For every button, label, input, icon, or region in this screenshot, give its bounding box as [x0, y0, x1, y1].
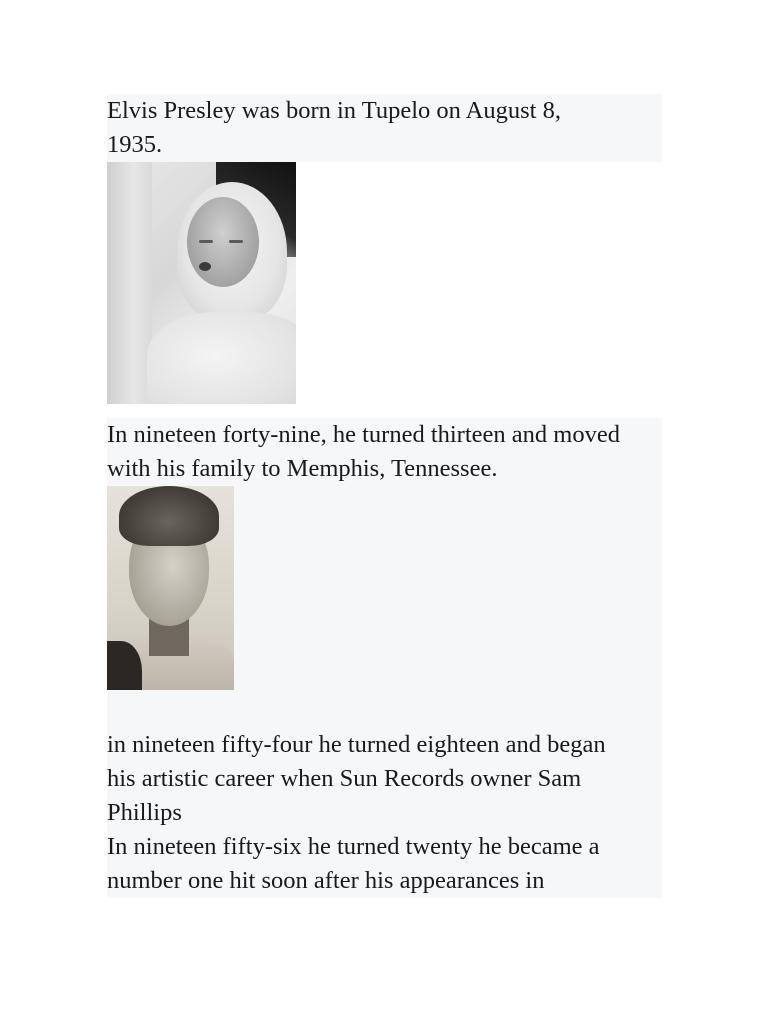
- text-line: Phillips: [107, 799, 182, 826]
- text-line: number one hit soon after his appearances in: [107, 867, 545, 894]
- text-line: his artistic career when Sun Records owner Sam: [107, 765, 582, 792]
- text-line: In nineteen fifty-six he turned twenty he became a: [107, 833, 600, 860]
- baby-photo: [107, 162, 296, 404]
- paragraph-career: [107, 728, 662, 898]
- text-line: with his family to Memphis, Tennessee.: [107, 455, 498, 482]
- paragraph-birth: [107, 94, 662, 162]
- teen-portrait-photo: [107, 486, 234, 690]
- text-line: In nineteen forty-nine, he turned thirteen and moved: [107, 421, 620, 448]
- text-line: 1935.: [107, 131, 163, 158]
- paragraph-memphis: [107, 418, 662, 486]
- text-line: in nineteen fifty-four he turned eighteen and began: [107, 731, 606, 758]
- text-line: Elvis Presley was born in Tupelo on August 8,: [107, 97, 561, 124]
